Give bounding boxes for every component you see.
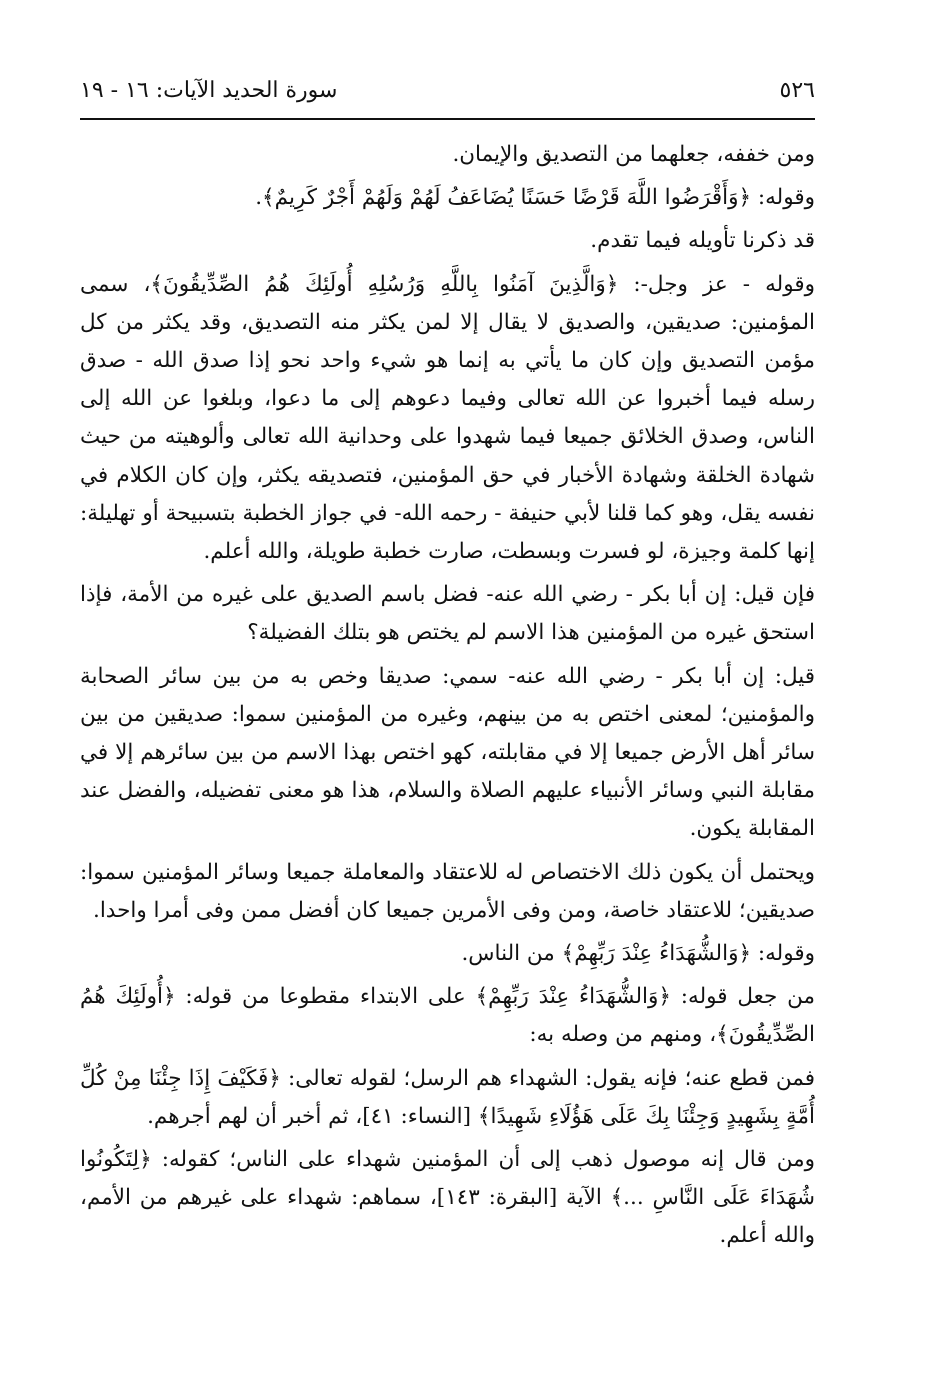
running-header bbox=[80, 78, 815, 120]
paragraph: وقوله: ﴿وَأَقْرَضُوا اللَّهَ قَرْضًا حَسَنًا يُضَاعَفُ لَهُمْ وَلَهُمْ أَجْرٌ كَرِيمٌ﴾. bbox=[255, 185, 815, 211]
paragraph: فمن قطع عنه؛ فإنه يقول: الشهداء هم الرسل؛ لقوله تعالى: ﴿فَكَيْفَ إِذَا جِئْنَا مِنْ كُلِّ أُمَّةٍ بِشَهِيدٍ وَجِئْنَا بِكَ عَلَى هَؤُلَاءِ شَهِيدًا﴾ [النساء: ٤١]، ثم أخبر أن لهم أجرهم. bbox=[80, 1065, 815, 1129]
surah-title: سورة الحديد الآيات: ١٦ - ١٩ bbox=[80, 78, 338, 103]
paragraph: فإن قيل: إن أبا بكر - رضي الله عنه- فضل باسم الصديق على غيره من الأمة، فإذا استحق غيره من المؤمنين هذا الاسم لم يختص هو بتلك الفضيلة؟ bbox=[80, 582, 815, 646]
paragraph: وقوله: ﴿وَالشُّهَدَاءُ عِنْدَ رَبِّهِمْ﴾ من الناس. bbox=[461, 941, 815, 967]
paragraph: ومن خففه، جعلهما من التصديق والإيمان. bbox=[452, 142, 815, 167]
page-number: ٥٢٦ bbox=[779, 78, 815, 103]
paragraph: ومن قال إنه موصول ذهب إلى أن المؤمنين شهداء على الناس؛ كقوله: ﴿لِتَكُونُوا شُهَدَاءَ عَلَى النَّاسِ ...﴾ الآية [البقرة: ١٤٣]، سماهم: شهداء على غيرهم من الأمم، والله أعلم. bbox=[80, 1147, 815, 1249]
paragraph: قد ذكرنا تأويله فيما تقدم. bbox=[590, 228, 815, 254]
paragraph: ويحتمل أن يكون ذلك الاختصاص له للاعتقاد والمعاملة جميعا وسائر المؤمنين سموا: صديقين؛ للاعتقاد خاصة، ومن وفى الأمرين جميعا كان أفضل ممن وفى أمرا واحدا. bbox=[80, 859, 815, 923]
paragraph: قيل: إن أبا بكر - رضي الله عنه- سمي: صديقا وخص به من بين سائر الصحابة والمؤمنين؛ لمعنى اختص به من بينهم، وغيره من المؤمنين سموا: صديقين من بين سائر أهل الأرض جميعا إلا في مقابلته، كهو اختص بهذا الاسم من بين سائرهم إلا في مقابلة النبي وسائر الأنبياء عليهم الصلاة والسلام، هذا هو معنى تفضيله، والفضل عند المقابلة يكون. bbox=[80, 663, 815, 842]
page-body bbox=[80, 136, 815, 1261]
paragraph: من جعل قوله: ﴿وَالشُّهَدَاءُ عِنْدَ رَبِّهِمْ﴾ على الابتداء مقطوعا من قوله: ﴿أُولَئِكَ هُمُ الصِّدِّيقُونَ﴾، ومنهم من وصله به: bbox=[80, 984, 815, 1048]
paragraph: وقوله - عز وجل-: ﴿وَالَّذِينَ آمَنُوا بِاللَّهِ وَرُسُلِهِ أُولَئِكَ هُمُ الصِّدِّيقُونَ﴾، سمى المؤمنين: صديقين، والصديق لا يقال إلا لمن يكثر منه التصديق، وقد يكثر من كل مؤمن التصديق وإن كان ما يأتي به إنما هو شيء واحد نحو إذا صدق الله - صدق رسله فيما أخبروا عن الله تعالى وفيما دعوهم إلى ما دعوا، وبلغوا عن الله إلى الناس، وصدق الخلائق جميعا فيما شهدوا على وحدانية الله تعالى وألوهيته من حيث شهادة الخلقة وشهادة الأخبار في حق المؤمنين، فتصديقه يكثر، وإن كان الكلام في نفسه يقل، وهو كما قلنا لأبي حنيفة - رحمه الله- في جواز الخطبة بتسبيحة أو تهليلة: إنها كلمة وجيزة، لو فسرت وبسطت، صارت خطبة طويلة، والله أعلم. bbox=[80, 271, 815, 565]
